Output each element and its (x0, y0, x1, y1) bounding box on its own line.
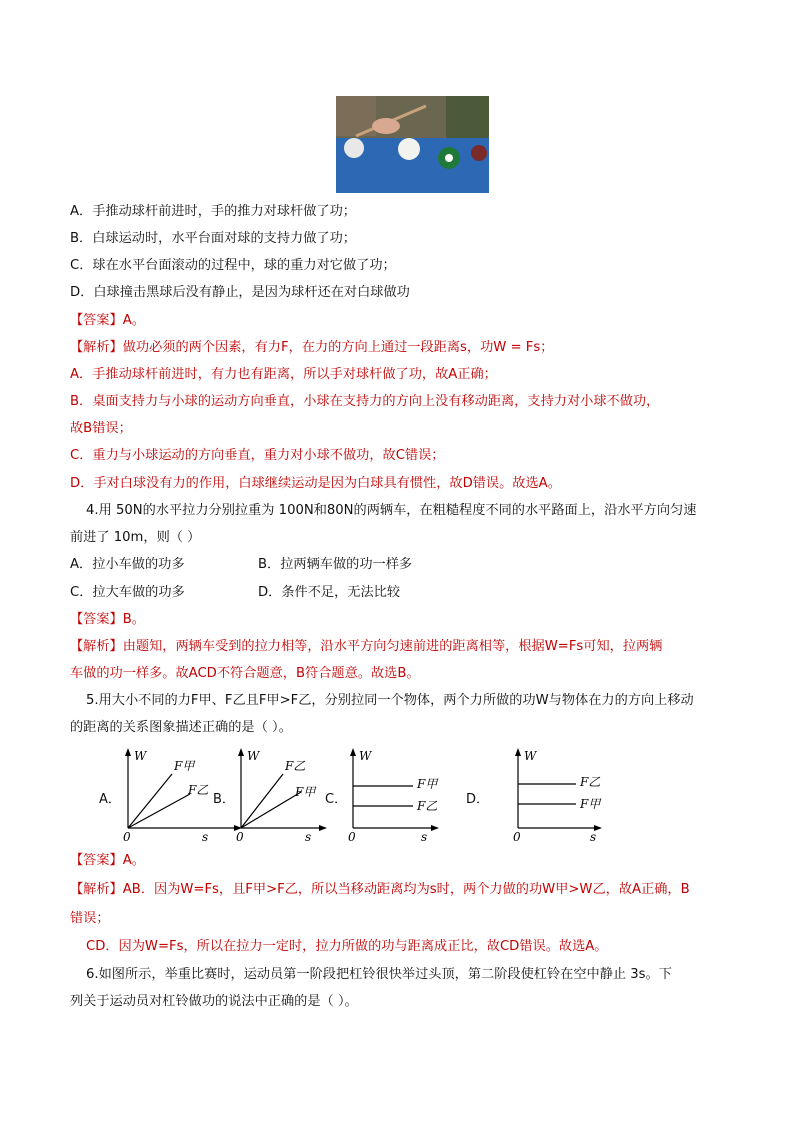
explain-text: 由题知，两辆车受到的拉力相等，沿水平方向匀速前进的距离相等，根据W=Fs可知，拉两辆 (122, 639, 663, 654)
x-axis-arrow-icon (431, 825, 439, 831)
q4-explanation-1 (70, 637, 730, 657)
q4-option-a: A．拉小车做的功多 (70, 557, 185, 572)
graph-b-label: B． (213, 792, 235, 807)
billiards-photo (336, 96, 489, 193)
q3-explanation-a: A．手推动球杆前进时，有力也有距离，所以手对球杆做了功，故A正确； (70, 367, 497, 382)
q5-stem-1: 5.用大小不同的力F甲、F乙且F甲>F乙，分别拉同一个物体，两个力所做的功W与物体在力的方向上移动 (86, 693, 694, 708)
q4-options-row-2 (70, 583, 730, 603)
line-label-upper: F甲 (417, 777, 438, 791)
q3-explanation-intro (70, 338, 730, 358)
q3-option-a: A．手推动球杆前进时，手的推力对球杆做了功； (70, 204, 356, 219)
line-label-lower: F乙 (188, 783, 209, 797)
q3-explanation-b-2: 故B错误； (70, 421, 132, 436)
axis-label-x: s (590, 830, 597, 844)
q5-stem-2: 的距离的关系图象描述正确的是（ ）。 (70, 720, 292, 735)
q5-explanation-2: 错误； (70, 911, 110, 926)
line-label-upper: F乙 (285, 759, 306, 773)
q3-option-b: B．白球运动时，水平台面对球的支持力做了功； (70, 231, 356, 246)
q3-explanation-d: D．手对白球没有力的作用，白球继续运动是因为白球具有惯性，故D错误。故选A。 (70, 476, 561, 491)
axis-label-y: W (134, 749, 147, 763)
origin-label: 0 (236, 830, 244, 844)
graph-c (345, 748, 470, 844)
origin-label: 0 (123, 830, 131, 844)
y-axis-arrow-icon (350, 748, 356, 756)
q4-answer (70, 610, 730, 630)
line-lower (241, 792, 301, 828)
q4-stem-1: 4.用 50N的水平拉力分别拉重为 100N和80N的两辆车，在粗糙程度不同的水平路面上，沿水平方向匀速 (86, 503, 697, 518)
line-label-lower: F甲 (295, 785, 316, 799)
y-axis-arrow-icon (515, 748, 521, 756)
q3-answer (70, 311, 730, 331)
explain-tag: 【解析】 (70, 639, 123, 654)
y-axis-arrow-icon (238, 748, 244, 756)
q3-option-d: D．白球撞击黑球后没有静止，是因为球杆还在对白球做功 (70, 285, 410, 300)
answer-value: B。 (122, 612, 145, 627)
q6-stem-1: 6.如图所示，举重比赛时，运动员第一阶段把杠铃很快举过头顶，第二阶段使杠铃在空中静止 3s。下 (86, 967, 672, 982)
origin-label: 0 (348, 830, 356, 844)
q3-explanation-c: C．重力与小球运动的方向垂直，重力对小球不做功，故C错误； (70, 448, 445, 463)
axis-label-x: s (202, 830, 209, 844)
q4-stem-2: 前进了 10m，则（ ） (70, 530, 201, 545)
q5-explanation-3: CD．因为W=Fs，所以在拉力一定时，拉力所做的功与距离成正比，故CD错误。故选A。 (86, 939, 608, 954)
q4-option-d: D．条件不足，无法比较 (258, 585, 401, 600)
axis-label-x: s (421, 830, 428, 844)
x-axis-arrow-icon (319, 825, 327, 831)
line-label-lower: F乙 (417, 799, 438, 813)
q5-explanation-1 (70, 880, 730, 900)
line-upper (128, 774, 172, 828)
axis-label-y: W (247, 749, 260, 763)
explain-tag: 【解析】 (70, 340, 123, 355)
line-label-upper: F乙 (580, 775, 601, 789)
axis-label-y: W (359, 749, 372, 763)
answer-value: A。 (122, 313, 145, 328)
line-upper (241, 774, 283, 828)
line-label-upper: F甲 (174, 759, 195, 773)
q3-option-c: C．球在水平台面滚动的过程中，球的重力对它做了功； (70, 258, 396, 273)
axis-label-y: W (524, 749, 537, 763)
graph-c-label: C． (325, 792, 348, 807)
y-axis-arrow-icon (125, 748, 131, 756)
answer-tag: 【答案】 (70, 612, 123, 627)
graph-d (510, 748, 635, 844)
q5-answer (70, 851, 730, 871)
q4-option-c: C．拉大车做的功多 (70, 585, 185, 600)
q4-explanation-2: 车做的功一样多。故ACD不符合题意，B符合题意。故选B。 (70, 666, 420, 681)
answer-tag: 【答案】 (70, 853, 123, 868)
answer-tag: 【答案】 (70, 313, 123, 328)
explain-tag: 【解析】 (70, 882, 123, 897)
line-lower (128, 794, 190, 828)
explain-text: 做功必须的两个因素，有力F，在力的方向上通过一段距离s，功W = Fs； (122, 340, 554, 355)
axis-label-x: s (305, 830, 312, 844)
graph-d-label: D． (466, 792, 490, 807)
explain-text: AB．因为W=Fs，且F甲>F乙，所以当移动距离均为s时，两个力做的功W甲>W乙，故A正确，B (122, 882, 690, 897)
graph-a-label: A． (99, 792, 121, 807)
answer-value: A。 (122, 853, 145, 868)
q3-explanation-b-1: B．桌面支持力与小球的运动方向垂直，小球在支持力的方向上没有移动距离，支持力对小球不做功， (70, 394, 660, 409)
line-label-lower: F甲 (580, 797, 601, 811)
origin-label: 0 (513, 830, 521, 844)
q6-stem-2: 列关于运动员对杠铃做功的说法中正确的是（ ）。 (70, 994, 358, 1009)
q4-option-b: B．拉两辆车做的功一样多 (258, 557, 413, 572)
q4-options-row-1 (70, 555, 730, 575)
